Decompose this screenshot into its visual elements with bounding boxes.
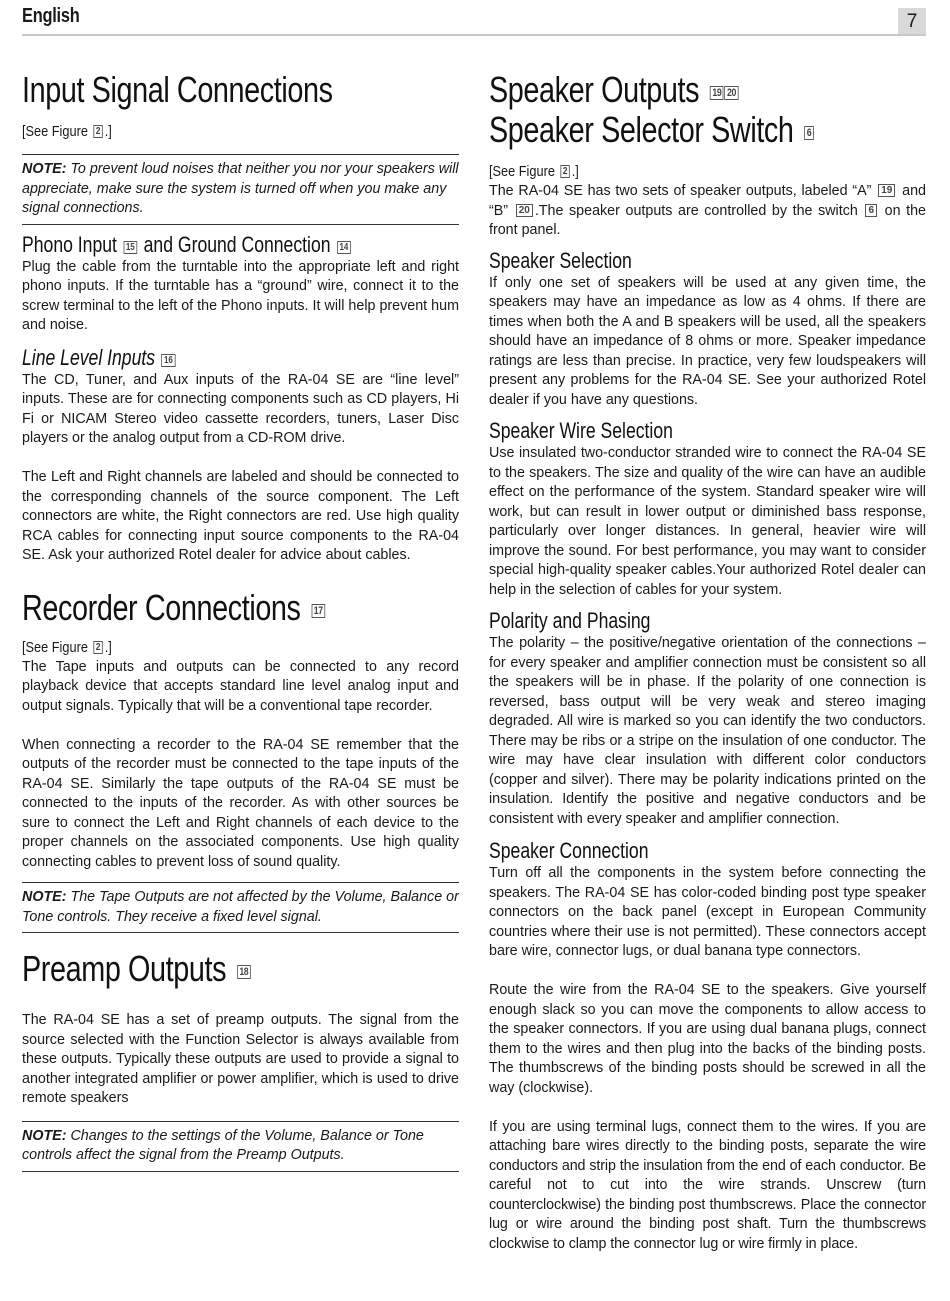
note-box [22, 1121, 459, 1172]
wire-selection-body: Use insulated two-conductor stranded wire to connect the RA-04 SE to the speakers. The size and quality of the wire can have an audible effect on the performance of the system. Standard speaker wire will work, but can result in lower output or diminished bass response, particularly over longer distances. In general, heavier wire will improve the sound. For best performance, you may want to consider special high-quality speaker cables.Your authorized Rotel dealer can help in the selection of cables for your system. [489, 445, 926, 598]
recorder-body-2: When connecting a recorder to the RA-04 SE remember that the outputs of the recorder must be connected to the tape inputs of the RA-04 SE. Similarly the tape outputs of the RA-04 SE must be connected to the inputs of the recorder. As with other sources be sure to connect the Left and Right channels of each device to the proper channels on the associated components. Use high quality connecting cables to prevent loss of sound quality. [22, 736, 459, 870]
see-figure-ref: [See Figure 2 .] [22, 638, 112, 656]
speaker-selection-body: If only one set of speakers will be used at any given time, the speakers may have an impedance as low as 4 ohms. If there are times when both the A and B speakers will be used, all the speakers should have an impedance of 8 ohms or more. Speaker impedance ratings are less than precise. In practice, very few loudspeakers will present any problems for the RA-04 SE. See your authorized Rotel dealer if you have any questions. [489, 274, 926, 408]
note-box [22, 154, 459, 225]
ref-box: 20 [725, 86, 739, 100]
ref-box: 14 [337, 241, 351, 254]
note-box [22, 882, 459, 933]
see-figure-ref: [See Figure 2 .] [489, 163, 579, 180]
polarity-heading: Polarity and Phasing [489, 608, 651, 633]
ref-box: 17 [311, 604, 325, 618]
page-number: 7 [898, 8, 926, 34]
wire-selection-heading: Speaker Wire Selection [489, 418, 673, 443]
figure-ref-box: 2 [93, 125, 103, 138]
phono-input-heading: Phono Input 15 and Ground Connection 14 [22, 232, 459, 258]
note-text: The Tape Outputs are not affected by the Volume, Balance or Tone controls. They receive a fixed level signal. [22, 889, 459, 925]
phono-body: Plug the cable from the turntable into the appropriate left and right phono inputs. If the turntable has a “ground” wire, connect it to the screw terminal to the left of the Phono inputs. It will help prevent hum and noise. [22, 258, 459, 333]
preamp-body: The RA-04 SE has a set of preamp outputs. The signal from the source selected with the Function Selector is always available from these outputs. Typically these outputs are used to provide a signal to another integrated amplifier or power amplifier, which is used to drive remote speakers [22, 1012, 459, 1106]
recorder-body-1: The Tape inputs and outputs can be connected to any record playback device that accepts standard line level analog input and output signals. Typically that will be a conventional tape recorder. [22, 658, 459, 714]
line-level-body-2: The Left and Right channels are labeled and should be connected to the corresponding channels of the source component. The Left connectors are white, the Right connectors are red. Use high quality RCA cables for connecting input source components to the RA-04 SE. Ask your authorized Rotel dealer for advice about cables. [22, 469, 459, 563]
language-label: English [22, 5, 80, 27]
see-figure-ref: [See Figure 2 .] [22, 123, 112, 140]
note-text: To prevent loud noises that neither you nor your speakers will appreciate, make sure the system is turned off when you make any signal connections. [22, 161, 459, 216]
note-label: NOTE: [22, 161, 67, 177]
line-level-body-1: The CD, Tuner, and Aux inputs of the RA-04 SE are “line level” inputs. These are for connecting components such as CD players, Hi Fi or NICAM Stereo video cassette recorders, tuners, Laser Disc players or the analog output from a CD-ROM drive. [22, 371, 459, 446]
input-signal-title: Input Signal Connections [22, 69, 333, 110]
note-label: NOTE: [22, 1127, 67, 1144]
recorder-connections-title: Recorder Connections 17 [22, 588, 459, 628]
polarity-body: The polarity – the positive/negative orientation of the connections – for every speaker and amplifier connection must be consistent so all the speakers will be in phase. If the polarity of one connection is reversed, bass output will be very weak and stereo imaging degraded. All wire is marked so you can identify the two conductors. There may be ribs or a stripe on the insulation of one conductor. The wire may have clear insulation with different color conductors (copper and silver). There may be polarity indications printed on the insulation. Identify the positive and negative conductors and be consistent with every speaker and amplifier connection. [489, 635, 926, 827]
ref-box: 19 [710, 86, 724, 100]
ref-box: 16 [162, 354, 176, 367]
speaker-selection-heading: Speaker Selection [489, 247, 632, 273]
figure-ref-box: 2 [93, 641, 103, 654]
note-label: NOTE: [22, 889, 67, 905]
ref-box: 20 [516, 204, 533, 217]
ref-box: 6 [865, 204, 877, 217]
ref-box: 6 [804, 126, 813, 140]
ref-box: 15 [123, 241, 137, 254]
left-column [22, 70, 459, 1172]
connection-body-2: Route the wire from the RA-04 SE to the speakers. Give yourself enough slack so you can move the components to allow access to the speaker connectors. If you are using dual banana plugs, connect them to the wires and then plug into the backs of the binding posts. The thumbscrews of the binding posts should be screwed in all the way (clockwise). [489, 982, 926, 1096]
ref-box: 18 [237, 965, 251, 979]
speaker-outputs-title: Speaker Outputs 19 20 [489, 70, 926, 110]
speaker-selector-title: Speaker Selector Switch 6 [489, 110, 926, 150]
connection-body-3: If you are using terminal lugs, connect them to the wires. If you are attaching bare wires directly to the binding posts, separate the wire conductors and strip the insulation from the end of each conductor. Be careful not to cut into the wire strands. Unscrew (turn counterclockwise) the binding post thumbscrews. Place the connector lug or wire around the binding post shaft. Turn the thumbscrews clockwise to clamp the connector lug or wire firmly in place. [489, 1118, 926, 1252]
ref-box: 19 [878, 184, 895, 197]
page-header [22, 4, 926, 36]
speaker-connection-heading: Speaker Connection [489, 838, 649, 863]
right-column [489, 70, 926, 1254]
note-text: Changes to the settings of the Volume, Balance or Tone controls affect the signal from the Preamp Outputs. [22, 1127, 424, 1163]
connection-body-1: Turn off all the components in the system before connecting the speakers. The RA-04 SE has color-coded binding post type speaker connectors on the back panel (except in European Community countries where their use is not permitted). These connectors accept bare wire, connector lugs, or dual banana type connectors. [489, 865, 926, 959]
figure-ref-box: 2 [560, 165, 570, 178]
preamp-outputs-title: Preamp Outputs 18 [22, 949, 459, 989]
speaker-outputs-body: The RA-04 SE has two sets of speaker outputs, labeled “A” 19 and “B” 20 .The speaker outputs are controlled by the switch 6 on the front panel. [489, 183, 927, 238]
line-level-heading: Line Level Inputs 16 [22, 345, 459, 371]
